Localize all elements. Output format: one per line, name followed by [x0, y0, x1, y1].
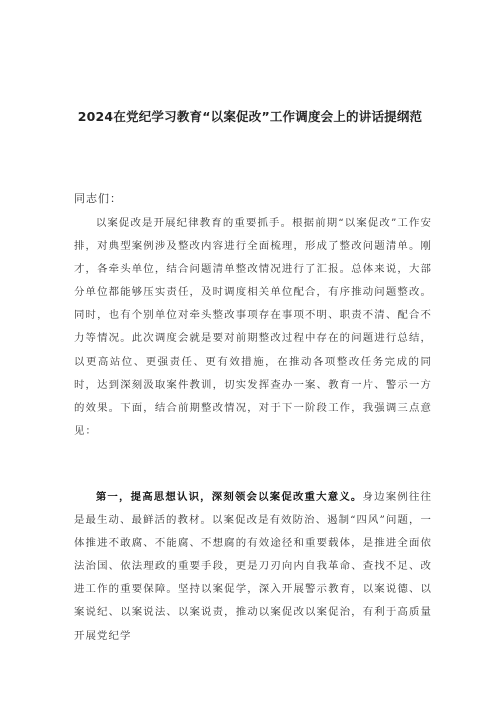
paragraph-point-one: [74, 486, 432, 648]
paragraph-lead: 第一，提高思想认识，深刻领会以案促改重大意义。: [95, 491, 363, 503]
paragraph-intro: [74, 212, 432, 443]
paragraph-text: 身边案例往往是最生动、最鲜活的教材。以案促改是有效防治、遏制“四风”问题，一体推进不敢腐、不能腐、不想腐的有效途径和重要载体，是推进全面依法治国、依法理政的重要手段，更是刀刃向内自我革命、查找不足、改进工作的重要保障。坚持以案促学，深入开展警示教育，以案说德、以案说纪、以案说法、以案说责，推动以案促改以案促治，有利于高质量开展党纪学: [74, 491, 432, 642]
paragraph-text: 以案促改是开展纪律教育的重要抓手。根据前期“以案促改”工作安排，对典型案例涉及整改内容进行全面梳理，形成了整改问题清单。刚才，各牵头单位，结合问题清单整改情况进行了汇报。总体来说，大部分单位都能够压实责任，及时调度相关单位配合，有序推动问题整改。同时，也有个别单位对牵头整改事项存在事项不明、职责不清、配合不力等情况。此次调度会就是要对前期整改过程中存在的问题进行总结，以更高站位、更强责任、更有效措施，在推动各项整改任务完成的同时，达到深刻汲取案件教训，切实发挥查办一案、教育一片、警示一方的效果。下面，结合前期整改情况，对于下一阶段工作，我强调三点意见：: [74, 217, 432, 437]
greeting: 同志们：: [74, 192, 122, 205]
document-title: 2024在党纪学习教育“以案促改”工作调度会上的讲话提纲范: [77, 109, 423, 124]
